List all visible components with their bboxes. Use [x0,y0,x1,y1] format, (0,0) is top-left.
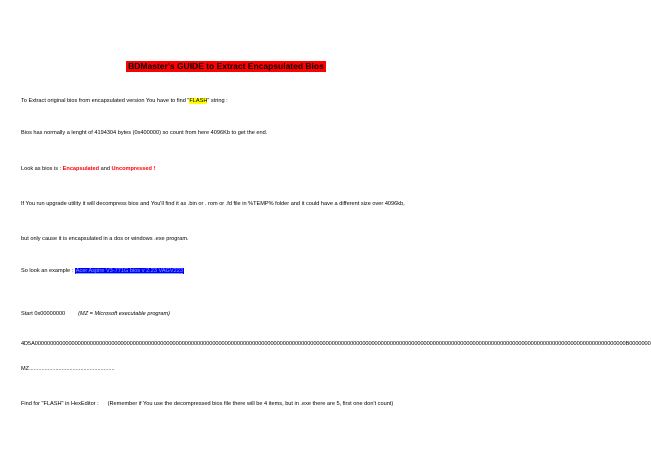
mz-note: (MZ = Microsoft executable program) [78,311,171,317]
hex-dump-line: 4D5A0000000000000000000000000000000000000000000000000000000000000000000000000000000000000000000000000000000000000000000000000000000000000000000000000000000000000000000000000000000000000000000000000B0000000 [21,341,651,347]
example-line [21,268,184,275]
ascii-dump-line: MZ....................................................... [21,366,115,372]
example-prefix: So look an example : [21,268,75,274]
bios-length-line: Bios has normally a lenght of 4194304 bytes (0x400000) so count from here 4096Kb to get the end. [21,130,268,136]
upgrade-utility-line: If You run upgrade utility it will decompress bios and You'll find it as .bin or . rom or .fd file in %TEMP% folder and it could have a different size over 4096kb, [21,201,405,207]
example-link[interactable]: Acer Aspire V3-771G bios v 2.23 VAGV223 [75,268,183,274]
find-flash-note: (Remember if You use the decompressed bios file there will be 4 items, but in .exe there are 5, first one don't count) [107,401,394,407]
bios-type-conjunction: and [99,166,112,172]
find-flash-line [21,401,393,408]
flash-highlight: FLASH [189,98,208,104]
bios-type-line [21,166,155,173]
find-flash-prefix: Find for "FLASH" in HexEditor : [21,401,99,407]
intro-suffix: " string : [207,98,228,104]
encapsulation-note-line: but only cause it is encapsulated in a dos or windows .exe program. [21,236,189,242]
start-address-line [21,311,170,318]
start-address: Start 0x00000000 [21,311,66,317]
intro-line [21,98,228,105]
title-row [0,56,452,74]
page-title: BDMaster's GUIDE to Extract Encapsulated Bios [128,61,324,71]
bios-type-prefix: Look as bios is : [21,166,63,172]
uncompressed-label: Uncompressed ! [111,166,156,172]
intro-text: To Extract original bios from encapsulated version You have to find " [21,98,190,104]
encapsulated-label: Encapsulated [62,166,100,172]
